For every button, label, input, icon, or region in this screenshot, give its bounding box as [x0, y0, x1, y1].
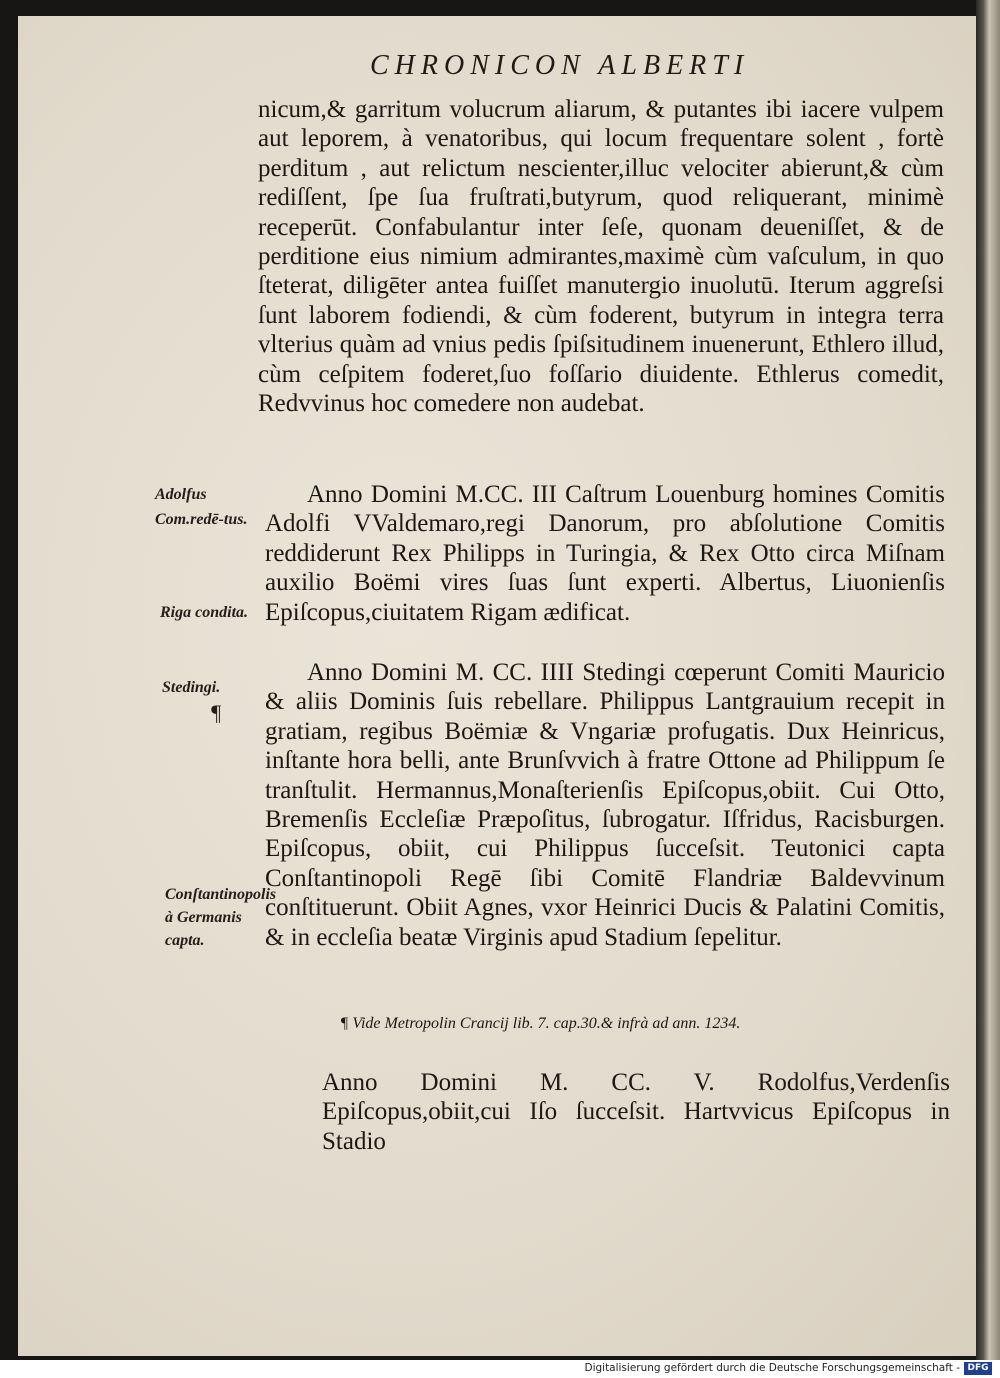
paragraph-2: Anno Domini M.CC. III Caſtrum Louenburg homines Comitis Adolfi VValdemaro,regi Danorum, pro abſolutione Comitis reddiderunt Rex Philipps in Turingia, & Rex Otto circa Miſnam auxilio Boëmi vires ſuas ſunt experti. Albertus, Liuonienſis Epiſcopus,ciuitatem Rigam ædificat.: [265, 481, 945, 626]
footer-bar: [0, 1360, 1000, 1378]
book-edge: [976, 0, 1000, 1360]
margin-note-adolfus: Adolfus Com.redē-tus.: [155, 486, 248, 528]
dfg-logo[interactable]: DFG: [964, 1362, 992, 1375]
paragraph-4: Anno Domini M. CC. V. Rodolfus,Verdenſis Epiſcopus,obiit,cui Iſo ſucceſsit. Hartvvicus Epiſcopus in Stadio: [322, 1069, 950, 1155]
running-title: CHRONICON ALBERTI: [370, 50, 750, 81]
paragraph-3: Anno Domini M. CC. IIII Stedingi cœperunt Comiti Mauricio & aliis Dominis ſuis rebellare. Philippus Lantgrauium recepit in gratiam, regibus Boëmiæ & Vngariæ profugatis. Dux Heinricus, inſtante hora belli, ante Brunſvvich à fratre Ottone ad Philippum ſe tranſtulit. Hermannus,Monaſterienſis Epiſcopus,obiit. Cui Otto, Bremenſis Eccleſiæ Præpoſitus, ſubrogatur. Iſfridus, Racisburgen. Epiſcopus, obiit, cui Philippus ſucceſsit. Teutonici capta Conſtantinopoli Regē ſibi Comitē Flandriæ Baldevvinum conſtituerunt. Obiit Agnes, vxor Heinrici Ducis & Palatini Comitis, & in eccleſia beatæ Virginis apud Stadium ſepelitur.: [265, 659, 945, 951]
pilcrow-mark: ¶: [210, 700, 222, 725]
margin-note-constantinopolis: Conſtantinopolis à Germanis capta.: [165, 886, 277, 949]
reference-note: ¶ Vide Metropolin Crancij lib. 7. cap.30.& infrà ad ann. 1234.: [340, 1015, 741, 1032]
margin-note-stedingi: Stedingi.: [162, 679, 221, 696]
funding-text: Digitalisierung gefördert durch die Deutsche Forschungsgemeinschaft -: [584, 1362, 960, 1374]
paragraph-1: nicum,& garritum volucrum aliarum, & putantes ibi iacere vulpem aut leporem, à venatoribus, qui locum frequentare solent , fortè perditum , aut relictum nescienter,illuc velociter abierunt,& cùm rediſſent, ſpe ſua fruſtrati,butyrum, quod reliquerant, minimè receperūt. Confabulantur inter ſeſe, quonam deueniſſet, & de perditione eius nimium admirantes,maximè cùm vaſculum, in quo ſteterat, diligēter antea fuiſſet manutergio inuolutū. Iterum aggreſsi ſunt laborem fodiendi, & cùm foderent, butyrum in integra terra vlterius quàm ad vnius pedis ſpiſsitudinem inuenerunt, Ethlero illud, cùm ceſpitem foderet,ſuo foſſario diuidente. Ethlerus comedit, Redvvinus hoc comedere non audebat.: [258, 96, 944, 418]
margin-note-riga: Riga condita.: [160, 604, 249, 621]
